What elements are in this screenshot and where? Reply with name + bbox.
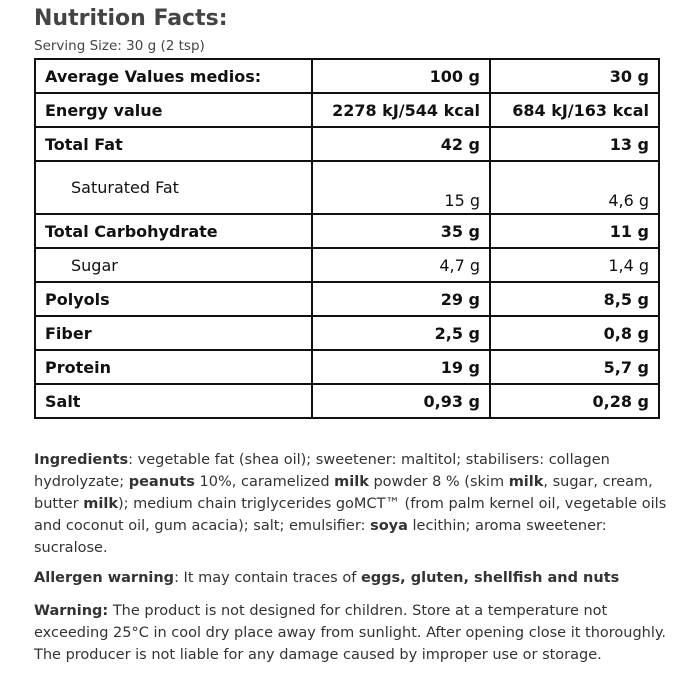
value-100g: 15 g: [312, 161, 490, 214]
value-30g: 11 g: [490, 214, 659, 248]
row-label: Polyols: [35, 282, 312, 316]
ingredients-paragraph: [34, 449, 676, 559]
value-100g: 42 g: [312, 127, 490, 161]
ingredients-text: , sugar, cream, butter: [34, 474, 653, 512]
value-100g: 0,93 g: [312, 384, 490, 418]
ingredients-text: ); medium chain triglycerides goMCT™ (from palm kernel oil, vegetable oils and coconut oil, gum acacia); salt; emulsifier:: [34, 496, 667, 534]
value-100g: 19 g: [312, 350, 490, 384]
value-30g: 1,4 g: [490, 248, 659, 282]
row-label: Total Fat: [35, 127, 312, 161]
row-label: Energy value: [35, 93, 312, 127]
row-label: Saturated Fat: [71, 178, 179, 197]
ingredients-text: lecithin; aroma sweetener: sucralose.: [34, 518, 607, 556]
value-30g: 5,7 g: [490, 350, 659, 384]
allergen-term: peanuts: [128, 474, 195, 490]
table-row: [35, 384, 659, 418]
serving-size: Serving Size: 30 g (2 tsp): [34, 38, 205, 54]
row-label: Sugar: [71, 255, 118, 275]
value-100g: 2,5 g: [312, 316, 490, 350]
value-100g: 4,7 g: [312, 248, 490, 282]
header-col-30g: 30 g: [490, 59, 659, 93]
allergen-term: milk: [83, 496, 118, 512]
value-30g: 684 kJ/163 kcal: [490, 93, 659, 127]
warning-paragraph: [34, 600, 676, 666]
nutrition-table: [34, 58, 660, 419]
table-row: [35, 214, 659, 248]
ingredients-text: 10%, caramelized: [194, 474, 335, 490]
row-label: Fiber: [35, 316, 312, 350]
allergen-text: : It may contain traces of: [174, 570, 361, 586]
warning-text: The product is not designed for children. Store at a temperature not exceeding 25°C in cool dry place away from sunlight. After opening close it thoroughly. The producer is not liable for any damage caused by improper use or storage.: [34, 603, 667, 663]
value-30g: 13 g: [490, 127, 659, 161]
table-row: [35, 248, 659, 282]
page-title: Nutrition Facts:: [34, 6, 228, 31]
table-row: [35, 93, 659, 127]
ingredients-heading: Ingredients: [34, 452, 129, 468]
value-30g: 4,6 g: [490, 161, 659, 214]
row-label: Salt: [35, 384, 312, 418]
allergen-term: milk: [334, 474, 369, 490]
table-row: [35, 161, 659, 214]
header-col-100g: 100 g: [312, 59, 490, 93]
row-label: Total Carbohydrate: [35, 214, 312, 248]
allergen-paragraph: [34, 567, 676, 589]
allergen-term: milk: [508, 474, 544, 490]
table-row: [35, 316, 659, 350]
allergen-list: eggs, gluten, shellfish and nuts: [360, 570, 620, 586]
ingredients-text: : vegetable fat (shea oil); sweetener: maltitol; stabilisers: collagen hydrolyzate;: [34, 452, 610, 490]
allergen-heading: Allergen warning: [34, 570, 175, 586]
row-label-cell: [35, 161, 312, 214]
value-100g: 35 g: [312, 214, 490, 248]
row-label-cell: [35, 248, 312, 282]
ingredients-text: powder 8 % (skim: [368, 474, 509, 490]
row-label: Protein: [35, 350, 312, 384]
value-30g: 0,28 g: [490, 384, 659, 418]
table-row: [35, 350, 659, 384]
value-30g: 8,5 g: [490, 282, 659, 316]
table-header-row: [35, 59, 659, 93]
value-100g: 2278 kJ/544 kcal: [312, 93, 490, 127]
warning-heading: Warning:: [34, 603, 109, 619]
allergen-term: soya: [370, 518, 408, 534]
header-label: Average Values medios:: [35, 59, 312, 93]
table-row: [35, 282, 659, 316]
value-30g: 0,8 g: [490, 316, 659, 350]
value-100g: 29 g: [312, 282, 490, 316]
table-row: [35, 127, 659, 161]
